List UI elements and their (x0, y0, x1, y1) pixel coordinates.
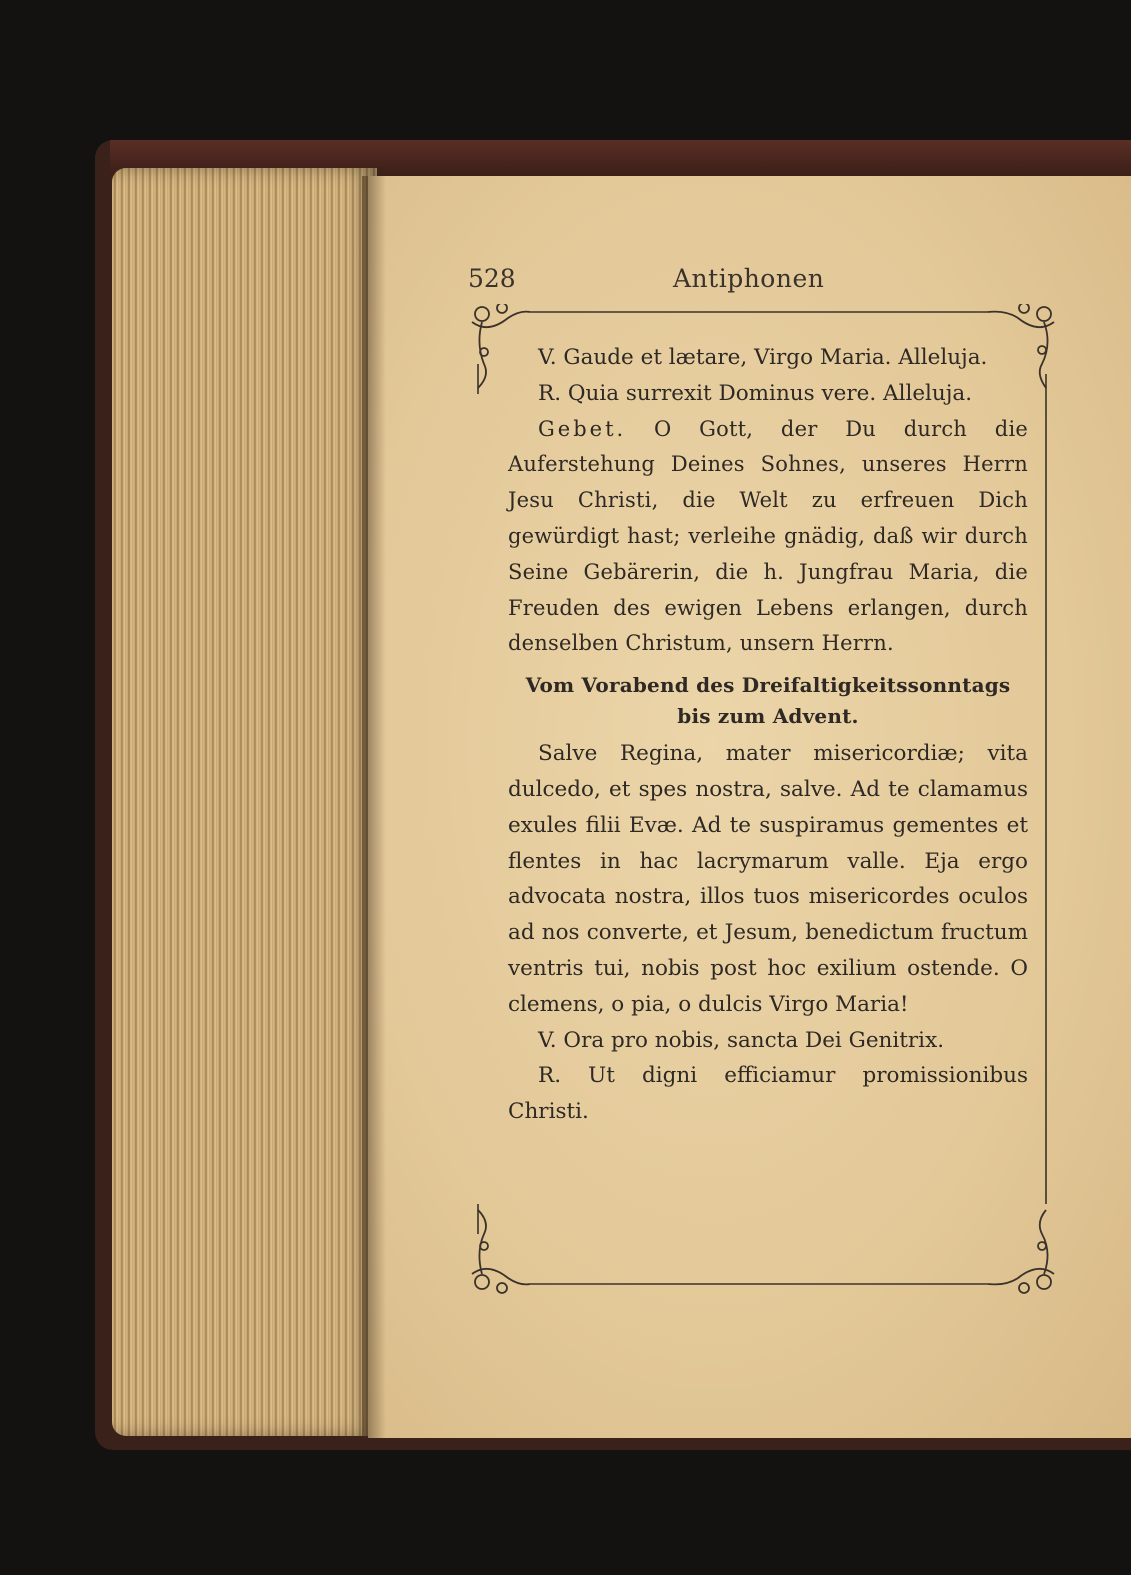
section-heading-line-1: Vom Vorabend des Dreifaltigkeitssonntags (525, 673, 1011, 698)
versicle-r-1: R. Quia surrexit Dominus vere. Alleluja. (538, 380, 973, 406)
page-header (468, 264, 828, 296)
page-edges (112, 168, 377, 1436)
versicle-v-1: V. Gaude et lætare, Virgo Maria. Alleluja. (538, 345, 988, 370)
corner-ornament-bottom-right (988, 1210, 1054, 1293)
page-gutter-shadow (362, 176, 386, 1438)
corner-ornament-top-right (988, 304, 1054, 388)
running-title: Antiphonen (673, 264, 825, 293)
ornamental-frame (468, 304, 1058, 1304)
versicle-v-2: V. Ora pro nobis, sancta Dei Genitrix. (538, 1027, 945, 1053)
book-page (368, 176, 1131, 1438)
prayer-text: O Gott, der Du durch die Auferstehung Deines Sohnes, unseres Herrn Jesu Christi, die Welt zu erfreuen Dich gewürdigt hast; verleihe gnädig, daß wir durch Seine Gebärerin, die h. Jungfrau Maria, die Freuden des ewigen Lebens erlangen, durch denselben Christum, unsern Herrn. (508, 416, 1028, 656)
section-heading-line-2: bis zum Advent. (677, 704, 859, 729)
prayer-label: Gebet. (538, 416, 627, 441)
versicle-r-2: R. Ut digni efficiamur promissionibus Christi. (508, 1063, 1028, 1125)
page-number: 528 (468, 264, 516, 293)
ornamental-frame-lines (468, 304, 1058, 1304)
corner-ornament-bottom-left (472, 1210, 530, 1293)
salve-regina-paragraph: Salve Regina, mater misericordiæ; vita dulcedo, et spes nostra, salve. Ad te clamamus exules filii Evæ. Ad te suspiramus gementes et flentes in hac lacrymarum valle. Eja ergo advocata nostra, illos tuos misericordes oculos ad nos converte, et Jesum, benedictum fructum ventris tui, nobis post hoc exilium ostende. O clemens, o pia, o dulcis Virgo Maria! (508, 741, 1028, 1017)
corner-ornament-top-left (472, 304, 530, 388)
